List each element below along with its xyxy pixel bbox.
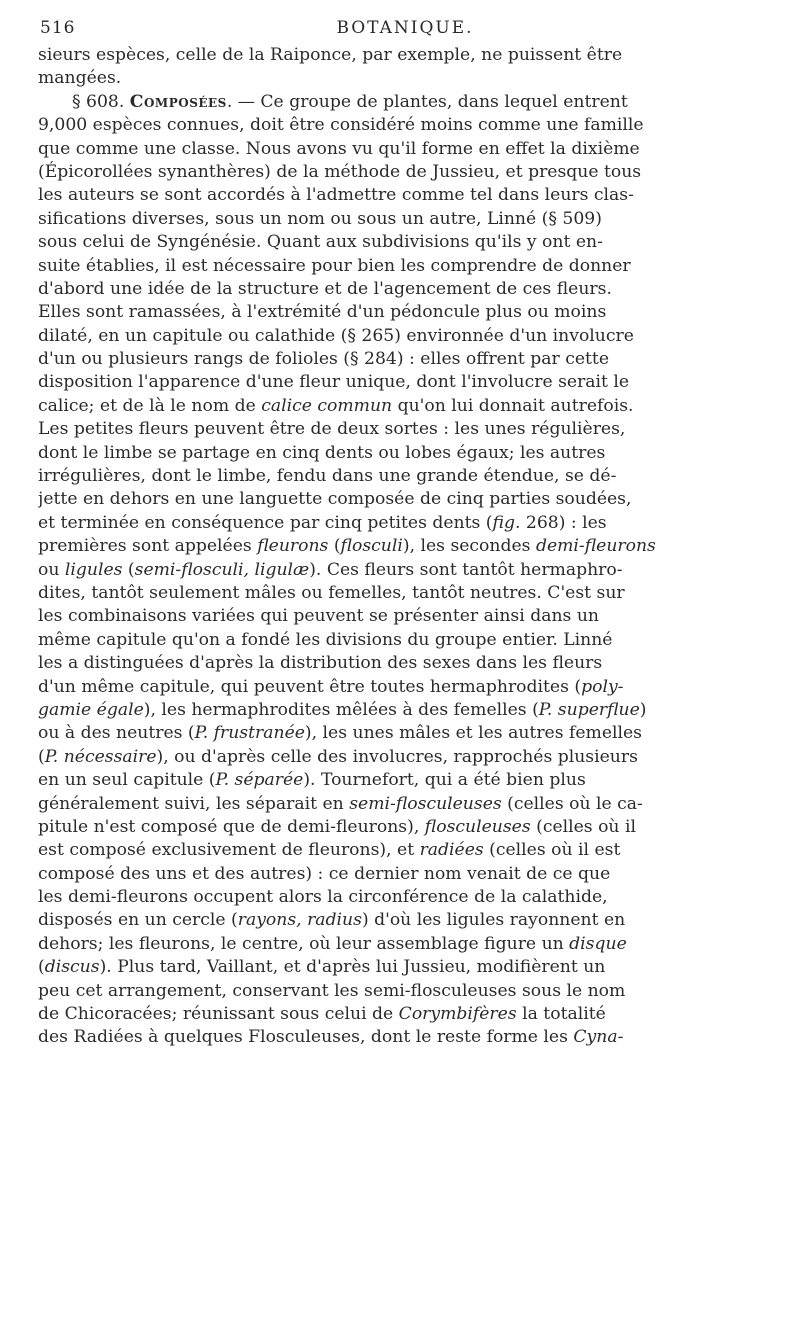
text-line: les combinaisons variées qui peuvent se présenter ainsi dans un	[38, 606, 599, 627]
italic-term: demi-fleurons	[535, 536, 656, 557]
text-line: suite établies, il est nécessaire pour bien les comprendre de donner	[38, 255, 631, 276]
text-line	[38, 793, 780, 816]
italic-term: semi-flosculi, ligulæ	[134, 559, 310, 580]
text-line	[38, 746, 780, 769]
text-line: les demi-fleurons occupent alors la circonférence de la calathide,	[38, 887, 608, 908]
page-header	[40, 18, 770, 42]
text-line	[38, 699, 780, 722]
text-run: )	[639, 699, 647, 720]
text-run: ) d'où les ligules rayonnent en	[361, 910, 626, 931]
italic-term: flosculeuses	[424, 816, 531, 837]
italic-term: disque	[569, 933, 627, 954]
text-line: sous celui de Syngénésie. Quant aux subdivisions qu'ils y ont en-	[38, 232, 603, 253]
italic-term: discus	[44, 957, 100, 978]
text-line: mangées.	[38, 68, 122, 89]
text-run: (celles où il est	[483, 840, 621, 861]
text-line	[38, 1003, 780, 1026]
text-line: d'un ou plusieurs rangs de folioles (§ 284) : elles offrent par cette	[38, 349, 610, 370]
text-run: ou à des neutres (	[38, 723, 195, 744]
text-line: même capitule qu'on a fondé les divisions du groupe entier. Linné	[38, 629, 613, 650]
text-line: peu cet arrangement, conservant les semi-flosculeuses sous le nom	[38, 980, 626, 1001]
text-run: pitule n'est composé que de demi-fleurons),	[38, 816, 425, 837]
italic-term: gamie égale	[38, 699, 144, 720]
text-run: (	[38, 746, 45, 767]
text-run: (celles où il	[530, 816, 636, 837]
text-line	[38, 395, 780, 418]
text-line	[38, 909, 780, 932]
text-run: ), les secondes	[402, 536, 536, 557]
text-run: ), les hermaphrodites mêlées à des femelles (	[143, 699, 539, 720]
italic-term: fleurons	[257, 536, 329, 557]
italic-term: ligules	[64, 559, 123, 580]
italic-term: Cyna-	[573, 1027, 624, 1048]
running-title: BOTANIQUE.	[336, 18, 474, 38]
text-run: (	[328, 536, 341, 557]
body-text	[38, 44, 780, 1050]
italic-term: Corymbifères	[398, 1004, 517, 1025]
text-run: premières sont appelées	[38, 536, 258, 557]
text-line: disposition l'apparence d'une fleur unique, dont l'involucre serait le	[38, 372, 630, 393]
text-line	[38, 956, 780, 979]
text-run: § 608.	[72, 91, 130, 112]
italic-term: P. superflue	[538, 699, 640, 720]
text-line	[38, 816, 780, 839]
text-line	[38, 676, 780, 699]
text-run: généralement suivi, les séparait en	[38, 793, 350, 814]
italic-term: flosculi	[340, 536, 403, 557]
text-run: (	[38, 957, 45, 978]
text-run: et terminée en conséquence par cinq petites dents (	[38, 512, 493, 533]
text-line	[38, 559, 780, 582]
text-line: dites, tantôt seulement mâles ou femelles, tantôt neutres. C'est sur	[38, 582, 625, 603]
text-line: dont le limbe se partage en cinq dents ou lobes égaux; les autres	[38, 442, 606, 463]
text-line: dilaté, en un capitule ou calathide (§ 265) environnée d'un involucre	[38, 325, 634, 346]
italic-term: semi-flosculeuses	[349, 793, 502, 814]
text-run: ), ou d'après celle des involucres, rapprochés plusieurs	[156, 746, 638, 767]
text-line	[38, 1026, 780, 1049]
italic-term: calice commun	[261, 395, 393, 416]
text-run: (celles où le ca-	[501, 793, 643, 814]
text-line	[38, 933, 780, 956]
text-line: 9,000 espèces connues, doit être considéré moins comme une famille	[38, 115, 644, 136]
text-run: qu'on lui donnait autrefois.	[392, 395, 634, 416]
text-line: jette en dehors en une languette composée de cinq parties soudées,	[38, 489, 632, 510]
text-line: composé des uns et des autres) : ce dernier nom venait de ce que	[38, 863, 611, 884]
text-run: d'un même capitule, qui peuvent être toutes hermaphrodites (	[38, 676, 582, 697]
text-run: dehors; les fleurons, le centre, où leur assemblage figure un	[38, 933, 570, 954]
text-run: . — Ce groupe de plantes, dans lequel entrent	[226, 91, 628, 112]
text-line	[38, 91, 780, 114]
text-line: les a distinguées d'après la distribution des sexes dans les fleurs	[38, 653, 603, 674]
text-run: disposés en un cercle (	[38, 910, 238, 931]
text-run: ). Ces fleurs sont tantôt hermaphro-	[309, 559, 623, 580]
text-line: irrégulières, dont le limbe, fendu dans une grande étendue, se dé-	[38, 466, 617, 487]
italic-term: rayons, radius	[237, 910, 362, 931]
text-run: ). Tournefort, qui a été bien plus	[303, 770, 586, 791]
text-line: sifications diverses, sous un nom ou sous un autre, Linné (§ 509)	[38, 208, 602, 229]
text-line: les auteurs se sont accordés à l'admettre comme tel dans leurs clas-	[38, 185, 634, 206]
text-run: 268) : les	[520, 512, 607, 533]
italic-term: radiées	[419, 840, 484, 861]
text-line	[38, 512, 780, 535]
text-line: Elles sont ramassées, à l'extrémité d'un pédoncule plus ou moins	[38, 302, 607, 323]
italic-term: P. nécessaire	[44, 746, 157, 767]
text-run: (	[122, 559, 135, 580]
italic-term: P. frustranée	[194, 723, 305, 744]
italic-term: P. séparée	[215, 770, 304, 791]
text-run: des Radiées à quelques Flosculeuses, dont le reste forme les	[38, 1027, 574, 1048]
text-run: ou	[38, 559, 65, 580]
text-line	[38, 769, 780, 792]
text-line	[38, 839, 780, 862]
text-line: d'abord une idée de la structure et de l'agencement de ces fleurs.	[38, 278, 612, 299]
text-line	[38, 535, 780, 558]
text-line: (Épicorollées synanthères) de la méthode de Jussieu, et presque tous	[38, 161, 642, 182]
text-line: que comme une classe. Nous avons vu qu'il forme en effet la dixième	[38, 138, 640, 159]
italic-term: poly-	[581, 676, 624, 697]
text-line	[38, 722, 780, 745]
text-run: la totalité	[516, 1004, 606, 1025]
text-run: ). Plus tard, Vaillant, et d'après lui Jussieu, modifièrent un	[99, 957, 606, 978]
text-run: calice; et de là le nom de	[38, 395, 262, 416]
text-run: de Chicoracées; réunissant sous celui de	[38, 1004, 399, 1025]
italic-term: fig.	[492, 512, 521, 533]
text-run: en un seul capitule (	[38, 770, 216, 791]
section-heading: Composées	[129, 91, 227, 112]
text-run: ), les unes mâles et les autres femelles	[304, 723, 642, 744]
page-number: 516	[40, 18, 76, 38]
text-line: sieurs espèces, celle de la Raiponce, par exemple, ne puissent être	[38, 45, 623, 65]
text-line: Les petites fleurs peuvent être de deux sortes : les unes régulières,	[38, 419, 626, 440]
text-run: est composé exclusivement de fleurons), et	[38, 840, 420, 861]
